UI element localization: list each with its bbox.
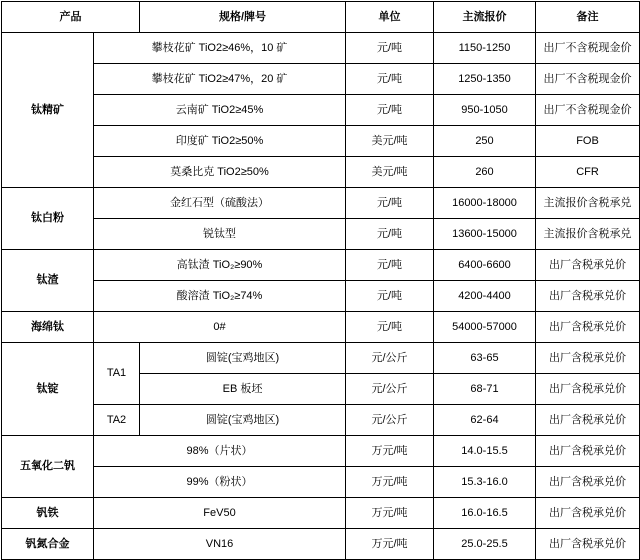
price-cell: 15.3-16.0 — [434, 467, 536, 498]
spec-cell: 酸溶渣 TiO₂≥74% — [94, 281, 346, 312]
price-cell: 250 — [434, 126, 536, 157]
price-cell: 16.0-16.5 — [434, 498, 536, 529]
note-cell: 出厂不含税现金价 — [536, 95, 640, 126]
note-cell: 主流报价含税承兑 — [536, 219, 640, 250]
spec-cell: EB 板坯 — [140, 374, 346, 405]
table-row — [2, 33, 640, 64]
unit-cell: 元/吨 — [346, 219, 434, 250]
unit-cell: 万元/吨 — [346, 498, 434, 529]
unit-cell: 元/吨 — [346, 188, 434, 219]
note-cell: 出厂含税承兑价 — [536, 498, 640, 529]
price-cell: 1250-1350 — [434, 64, 536, 95]
spec-cell: 印度矿 TiO2≥50% — [94, 126, 346, 157]
unit-cell: 元/公斤 — [346, 343, 434, 374]
column-header-price: 主流报价 — [434, 2, 536, 33]
note-cell: 出厂含税承兑价 — [536, 405, 640, 436]
note-cell: 出厂含税承兑价 — [536, 529, 640, 560]
spec-cell: 圆锭(宝鸡地区) — [140, 405, 346, 436]
grade-cell-ta1: TA1 — [94, 343, 140, 405]
unit-cell: 元/公斤 — [346, 405, 434, 436]
price-cell: 14.0-15.5 — [434, 436, 536, 467]
unit-cell: 元/吨 — [346, 95, 434, 126]
table-row — [2, 219, 640, 250]
unit-cell: 万元/吨 — [346, 436, 434, 467]
table-row — [2, 188, 640, 219]
price-cell: 25.0-25.5 — [434, 529, 536, 560]
table-row — [2, 498, 640, 529]
column-header-unit: 单位 — [346, 2, 434, 33]
spec-cell: 99%（粉状） — [94, 467, 346, 498]
spec-cell: 高钛渣 TiO₂≥90% — [94, 250, 346, 281]
product-cell-titanium-sponge: 海绵钛 — [2, 312, 94, 343]
spec-cell: FeV50 — [94, 498, 346, 529]
spec-cell: 攀枝花矿 TiO2≥47%，20 矿 — [94, 64, 346, 95]
note-cell: 出厂含税承兑价 — [536, 312, 640, 343]
product-cell-ferrovanadium: 钒铁 — [2, 498, 94, 529]
note-cell: 出厂不含税现金价 — [536, 33, 640, 64]
spec-cell: 98%（片状） — [94, 436, 346, 467]
column-header-product: 产品 — [2, 2, 140, 33]
spec-cell: 云南矿 TiO2≥45% — [94, 95, 346, 126]
table-row — [2, 312, 640, 343]
note-cell: 出厂含税承兑价 — [536, 281, 640, 312]
spec-cell: 锐钛型 — [94, 219, 346, 250]
price-cell: 54000-57000 — [434, 312, 536, 343]
price-cell: 63-65 — [434, 343, 536, 374]
table-row — [2, 157, 640, 188]
spec-cell: VN16 — [94, 529, 346, 560]
note-cell: 出厂含税承兑价 — [536, 374, 640, 405]
table-row — [2, 343, 640, 374]
spec-cell: 金红石型（硫酸法） — [94, 188, 346, 219]
price-cell: 260 — [434, 157, 536, 188]
table-row — [2, 95, 640, 126]
spec-cell: 莫桑比克 TiO2≥50% — [94, 157, 346, 188]
spec-cell: 圆锭(宝鸡地区) — [140, 343, 346, 374]
spec-cell: 攀枝花矿 TiO2≥46%，10 矿 — [94, 33, 346, 64]
price-cell: 68-71 — [434, 374, 536, 405]
table-row — [2, 64, 640, 95]
note-cell: 出厂不含税现金价 — [536, 64, 640, 95]
product-cell-titanium-dioxide: 钛白粉 — [2, 188, 94, 250]
note-cell: 主流报价含税承兑 — [536, 188, 640, 219]
price-cell: 4200-4400 — [434, 281, 536, 312]
note-cell: CFR — [536, 157, 640, 188]
unit-cell: 美元/吨 — [346, 157, 434, 188]
column-header-note: 备注 — [536, 2, 640, 33]
unit-cell: 元/吨 — [346, 250, 434, 281]
note-cell: FOB — [536, 126, 640, 157]
unit-cell: 元/吨 — [346, 33, 434, 64]
table-row — [2, 281, 640, 312]
table-row — [2, 126, 640, 157]
spec-cell: 0# — [94, 312, 346, 343]
table-header-row — [2, 2, 640, 33]
grade-cell-ta2: TA2 — [94, 405, 140, 436]
column-header-spec: 规格/牌号 — [140, 2, 346, 33]
unit-cell: 元/吨 — [346, 281, 434, 312]
table-row — [2, 467, 640, 498]
unit-cell: 元/吨 — [346, 312, 434, 343]
price-cell: 62-64 — [434, 405, 536, 436]
table-row — [2, 436, 640, 467]
product-cell-titanium-concentrate: 钛精矿 — [2, 33, 94, 188]
price-cell: 950-1050 — [434, 95, 536, 126]
price-cell: 6400-6600 — [434, 250, 536, 281]
note-cell: 出厂含税承兑价 — [536, 343, 640, 374]
price-cell: 16000-18000 — [434, 188, 536, 219]
note-cell: 出厂含税承兑价 — [536, 467, 640, 498]
unit-cell: 美元/吨 — [346, 126, 434, 157]
unit-cell: 万元/吨 — [346, 467, 434, 498]
table-row — [2, 529, 640, 560]
unit-cell: 元/吨 — [346, 64, 434, 95]
table-row — [2, 405, 640, 436]
note-cell: 出厂含税承兑价 — [536, 250, 640, 281]
note-cell: 出厂含税承兑价 — [536, 436, 640, 467]
unit-cell: 元/公斤 — [346, 374, 434, 405]
product-cell-vanadium-nitrogen-alloy: 钒氮合金 — [2, 529, 94, 560]
table-row — [2, 250, 640, 281]
unit-cell: 万元/吨 — [346, 529, 434, 560]
product-cell-vanadium-pentoxide: 五氧化二钒 — [2, 436, 94, 498]
price-cell: 1150-1250 — [434, 33, 536, 64]
price-table — [1, 1, 640, 560]
price-cell: 13600-15000 — [434, 219, 536, 250]
product-cell-titanium-ingot: 钛锭 — [2, 343, 94, 436]
product-cell-titanium-slag: 钛渣 — [2, 250, 94, 312]
